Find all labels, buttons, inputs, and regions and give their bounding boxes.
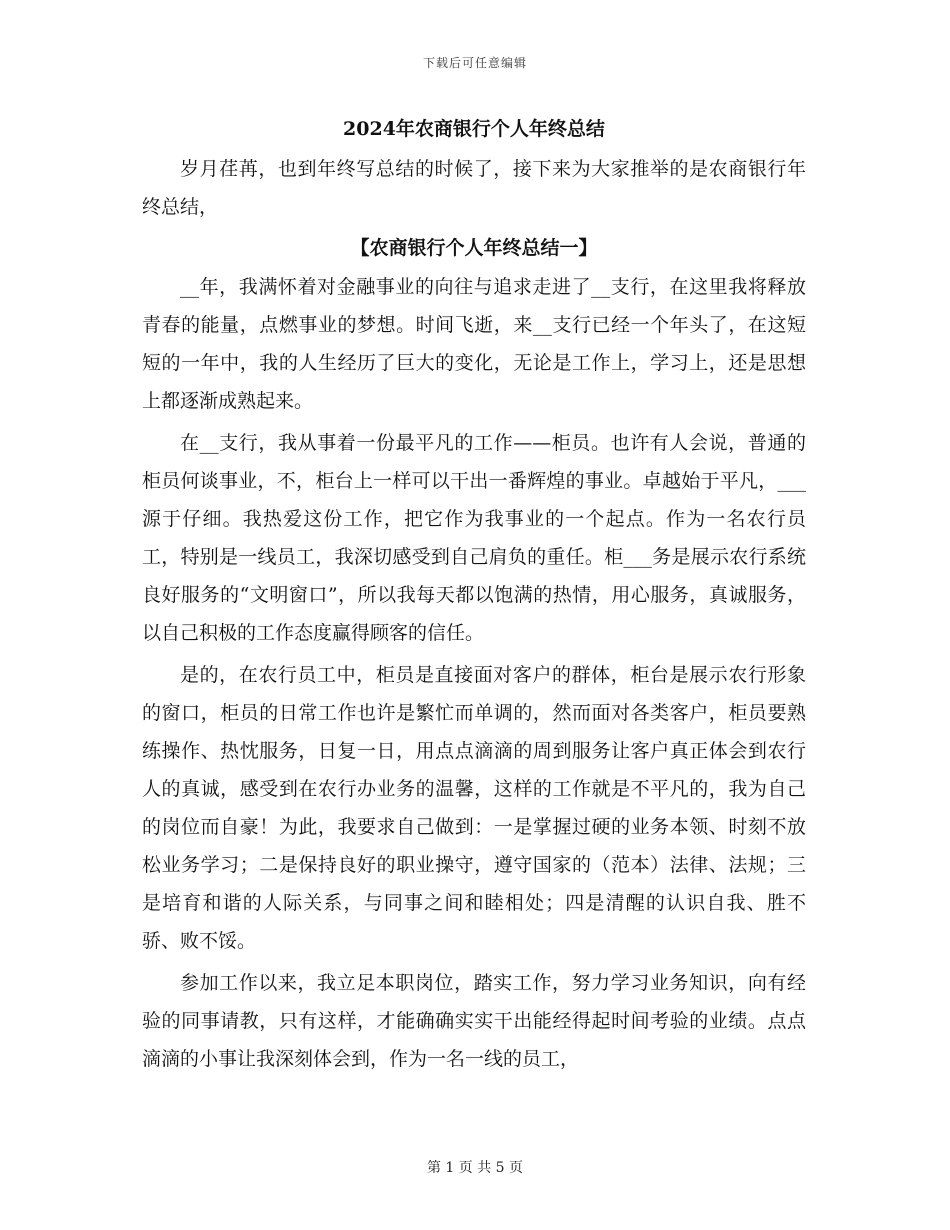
document-title: 2024年农商银行个人年终总结 xyxy=(343,118,605,140)
section-heading: 【农商银行个人年终总结一】 xyxy=(350,237,598,259)
intro-paragraph: 岁月荏苒，也到年终写总结的时候了，接下来为大家推举的是农商银行年终总结， xyxy=(142,158,806,218)
body-paragraph-4: 参加工作以来，我立足本职岗位，踏实工作，努力学习业务知识，向有经验的同事请教，只有这样，才能确确实实干出能经得起时间考验的业绩。点点滴滴的小事让我深刻体会到，作为一名一线的员工， xyxy=(142,972,806,1070)
body-paragraph-3: 是的，在农行员工中，柜员是直接面对客户的群体，柜台是展示农行形象的窗口，柜员的日常工作也许是繁忙而单调的，然而面对各类客户，柜员要熟练操作、热忱服务，日复一日，用点点滴滴的周到服务让客户真正体会到农行人的真诚，感受到在农行办业务的温馨，这样的工作就是不平凡的，我为自己的岗位而自豪！为此，我要求自己做到：一是掌握过硬的业务本领、时刻不放松业务学习；二是保持良好的职业操守，遵守国家的（范本）法律、法规；三是培育和谐的人际关系，与同事之间和睦相处；四是清醒的认识自我、胜不骄、败不馁。 xyxy=(142,664,806,952)
page-header-note: 下载后可任意编辑 xyxy=(422,56,527,70)
page-number: 第 1 页 共 5 页 xyxy=(426,1160,524,1176)
body-paragraph-1: __年，我满怀着对金融事业的向往与追求走进了__支行，在这里我将释放青春的能量，点燃事业的梦想。时间飞逝，来__支行已经一个年头了，在这短短的一年中，我的人生经历了巨大的变化，无论是工作上，学习上，还是思想上都逐渐成熟起来。 xyxy=(142,276,806,412)
document-body xyxy=(142,114,806,1082)
body-paragraph-2: 在__支行，我从事着一份最平凡的工作——柜员。也许有人会说，普通的柜员何谈事业，不，柜台上一样可以干出一番辉煌的事业。卓越始于平凡，___源于仔细。我热爱这份工作，把它作为我事业的一个起点。作为一名农行员工，特别是一线员工，我深切感受到自己肩负的重任。柜___务是展示农行系统良好服务的“文明窗口”，所以我每天都以饱满的热情，用心服务，真诚服务，以自己积极的工作态度赢得顾客的信任。 xyxy=(142,432,806,644)
